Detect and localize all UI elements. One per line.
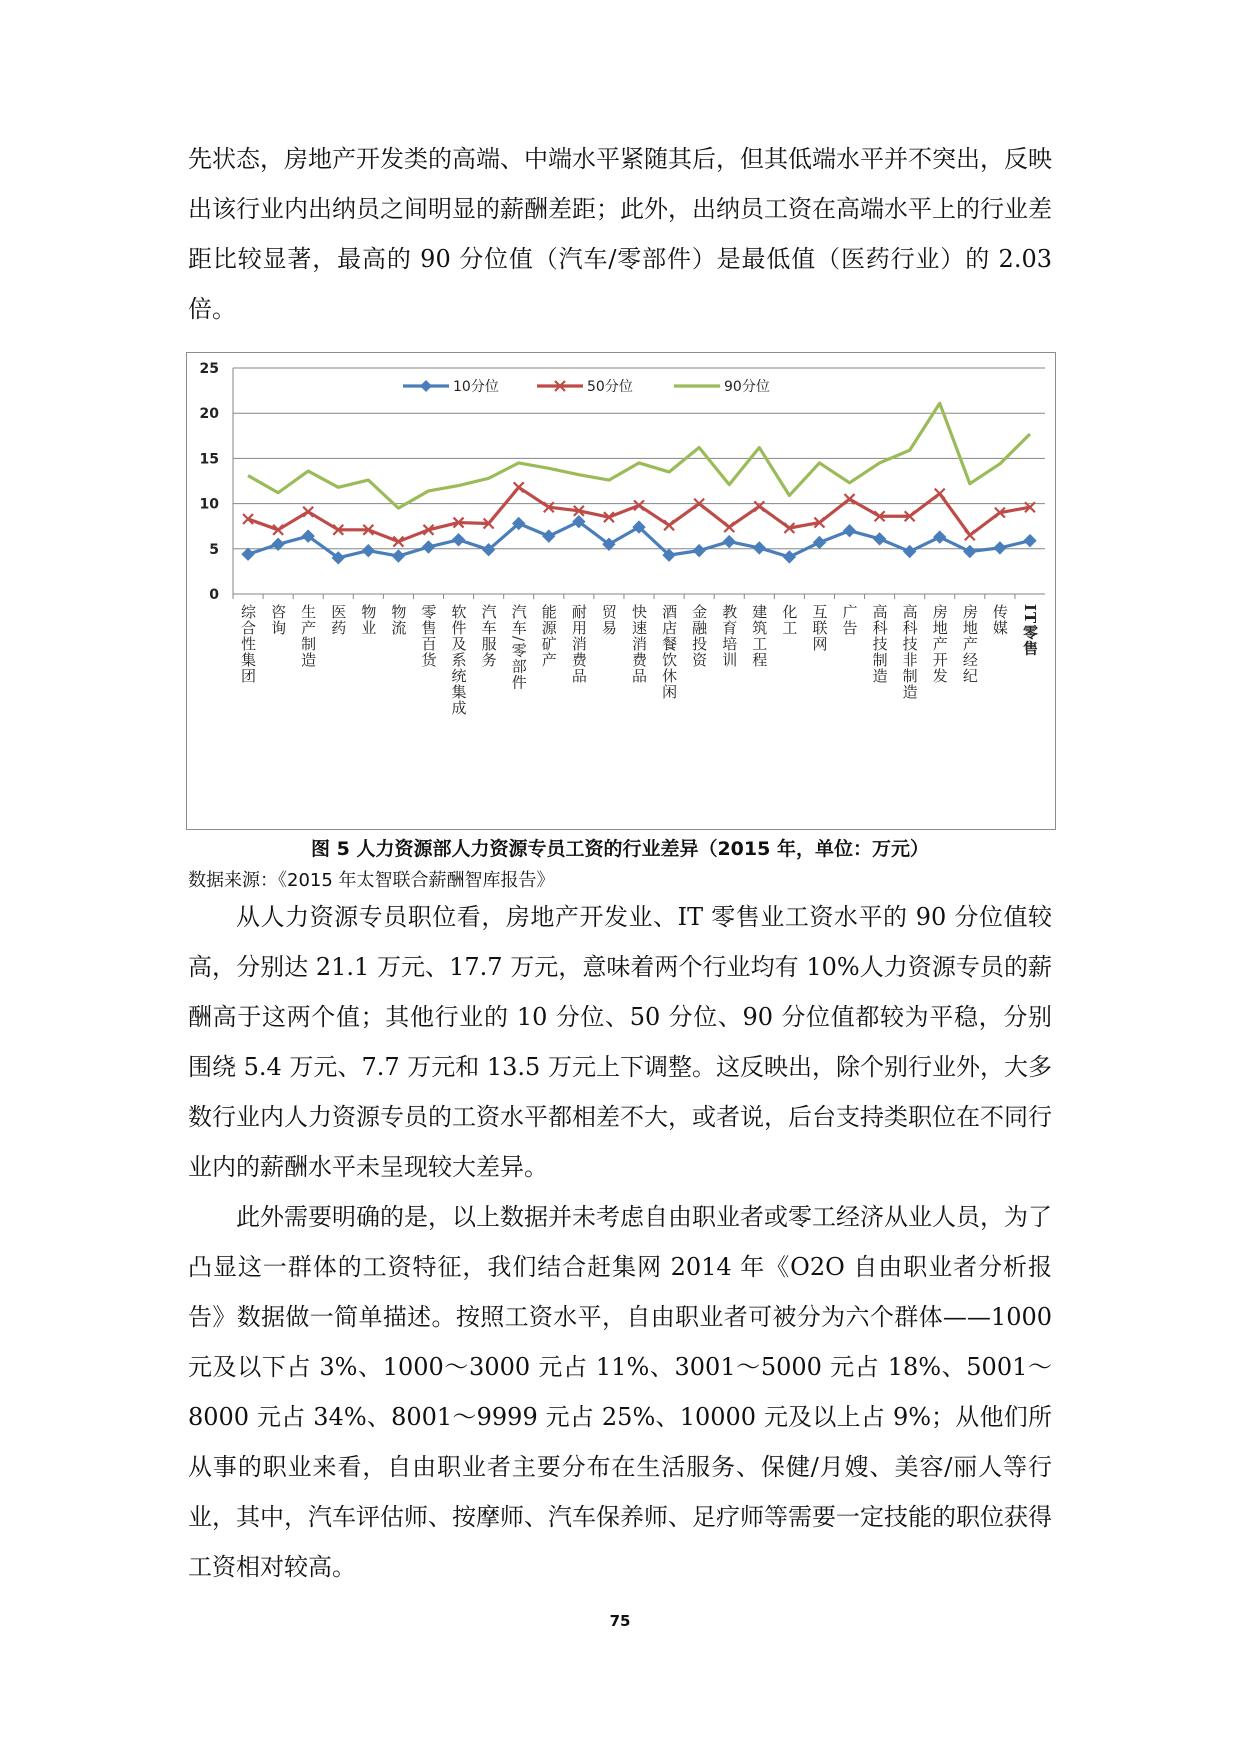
x-tick-label: 物流 xyxy=(389,604,408,636)
data-point xyxy=(753,542,765,554)
data-point xyxy=(543,530,555,542)
data-point xyxy=(994,542,1006,554)
x-tick-label: 教育培训 xyxy=(720,604,739,668)
y-tick-label: 10 xyxy=(199,496,219,513)
data-point xyxy=(514,482,524,492)
x-tick-label: 互联网 xyxy=(810,604,829,652)
figure-caption: 图 5 人力资源部人力资源专员工资的行业差异（2015 年，单位：万元） xyxy=(311,838,929,860)
data-point xyxy=(874,533,886,545)
x-tick-label: 咨询 xyxy=(269,604,288,636)
x-tick-label: 零售百货 xyxy=(419,604,438,668)
y-tick-label: 15 xyxy=(199,451,219,468)
data-point xyxy=(935,489,945,499)
data-point xyxy=(845,494,855,504)
data-point xyxy=(242,548,254,560)
data-point xyxy=(664,520,674,530)
data-point xyxy=(453,534,465,546)
data-point xyxy=(754,501,764,511)
x-tick-label: 快速消费品 xyxy=(630,604,648,684)
x-tick-label: 能源矿产 xyxy=(539,604,558,668)
x-tick-label: 房地产开发 xyxy=(930,604,949,684)
data-point xyxy=(783,551,795,563)
body-paragraph-1 xyxy=(188,892,1052,1192)
x-tick-label: 酒店餐饮休闲 xyxy=(660,604,679,700)
y-tick-label: 0 xyxy=(209,587,219,603)
body-paragraph-2 xyxy=(188,1192,1052,1592)
x-tick-label: 生产制造 xyxy=(299,604,318,668)
paragraph-text: 先状态，房地产开发类的高端、中端水平紧随其后，但其低端水平并不突出，反映出该行业内出纳员之间明显的薪酬差距；此外，出纳员工资在高端水平上的行业差距比较显著，最高的 90 分位值（汽车/零部件）是最低值（医药行业）的 2.03 倍。 xyxy=(188,145,1052,323)
data-point xyxy=(964,546,976,558)
x-tick-label: 贸易 xyxy=(599,604,618,636)
legend-marker xyxy=(420,380,432,392)
line-chart xyxy=(186,352,1056,830)
x-tick-label: IT零售 xyxy=(1020,604,1039,657)
chart-canvas xyxy=(187,353,1055,829)
data-point xyxy=(844,525,856,537)
x-tick-label: 高科技制造 xyxy=(870,604,889,684)
x-tick-label: 房地产经纪 xyxy=(960,604,979,684)
data-point xyxy=(362,545,374,557)
x-tick-label: 高科技非制造 xyxy=(900,604,919,700)
x-tick-label: 传媒 xyxy=(990,604,1009,636)
x-tick-label: 软件及系统集成 xyxy=(449,604,468,716)
x-tick-label: 医药 xyxy=(329,604,348,636)
data-point xyxy=(422,541,434,553)
data-point xyxy=(303,507,313,517)
y-tick-label: 25 xyxy=(199,361,219,377)
x-tick-label: 汽车/零部件 xyxy=(509,604,528,691)
y-tick-label: 5 xyxy=(209,541,219,558)
x-tick-label: 综合性集团 xyxy=(239,604,258,684)
top-paragraph xyxy=(188,134,1052,334)
paragraph-text: 此外需要明确的是，以上数据并未考虑自由职业者或零工经济从业人员，为了凸显这一群体的工资特征，我们结合赶集网 2014 年《O2O 自由职业者分析报告》数据做一简单描述。按照工资水平，自由职业者可被分为六个群体——1000 元及以下占 3%、1000～3000 元占 11%、3001～5000 元占 18%、5001～8000 元占 34%、8001～9999 元占 25%、10000 元及以上占 9%；从他们所从事的职业来看，自由职业者主要分布在生活服务、保健/月嫂、美容/丽人等行业，其中，汽车评估师、按摩师、汽车保养师、足疗师等需要一定技能的职位获得工资相对较高。 xyxy=(188,1203,1052,1581)
data-point xyxy=(934,531,946,543)
data-point xyxy=(723,536,735,548)
legend-label: 10分位 xyxy=(453,379,499,395)
legend-label: 90分位 xyxy=(724,379,770,395)
x-tick-label: 广告 xyxy=(840,604,859,636)
data-point xyxy=(392,550,404,562)
data-point xyxy=(1024,535,1036,547)
x-tick-label: 汽车服务 xyxy=(479,604,498,668)
data-point xyxy=(904,546,916,558)
series-line-90分位 xyxy=(248,403,1030,508)
data-point xyxy=(693,545,705,557)
x-tick-label: 物业 xyxy=(359,604,378,636)
x-tick-label: 建筑工程 xyxy=(750,604,769,668)
data-point xyxy=(965,530,975,540)
data-point xyxy=(813,536,825,548)
figure-source: 数据来源：《2015 年太智联合薪酬智库报告》 xyxy=(188,870,555,891)
page-number: 75 xyxy=(609,1612,631,1630)
y-tick-label: 20 xyxy=(199,406,219,423)
x-tick-label: 金融投资 xyxy=(690,604,709,668)
data-point xyxy=(724,522,734,532)
x-tick-label: 化工 xyxy=(780,604,799,636)
legend-label: 50分位 xyxy=(587,379,633,395)
paragraph-text: 从人力资源专员职位看，房地产开发业、IT 零售业工资水平的 90 分位值较高，分别达 21.1 万元、17.7 万元，意味着两个行业均有 10%人力资源专员的薪酬高于这两个值；其他行业的 10 分位、50 分位、90 分位值都较为平稳，分别围绕 5.4 万元、7.7 万元和 13.5 万元上下调整。这反映出，除个别行业外，大多数行业内人力资源专员的工资水平都相差不大，或者说，后台支持类职位在不同行业内的薪酬水平未呈现较大差异。 xyxy=(188,903,1052,1181)
x-tick-label: 耐用消费品 xyxy=(569,604,588,684)
